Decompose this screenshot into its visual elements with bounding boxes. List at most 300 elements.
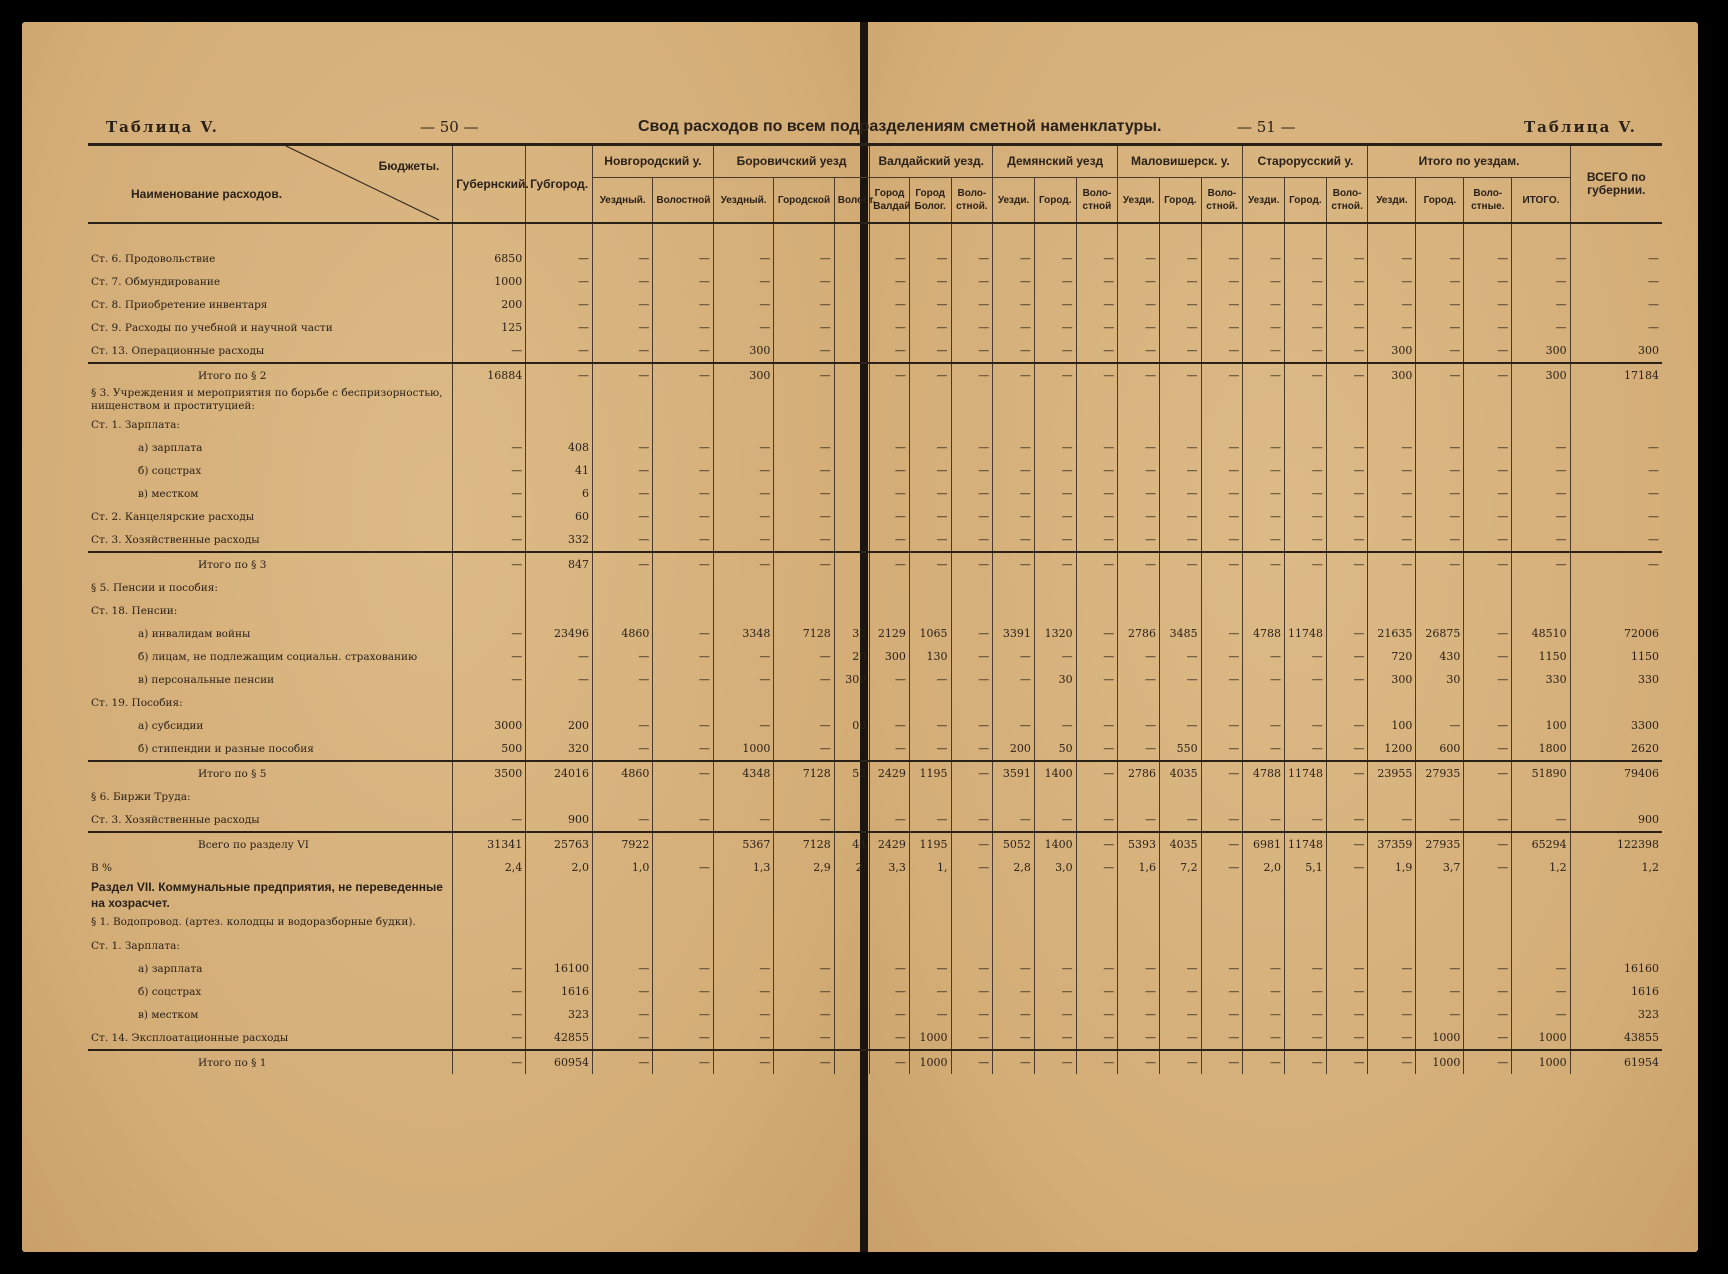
cell-value: — [653, 339, 713, 363]
cell-value: — [1118, 270, 1160, 293]
subcol-3: Городской [774, 178, 834, 223]
cell-value: — [1285, 1026, 1327, 1050]
cell-value: — [1201, 505, 1243, 528]
cell-value: — [1416, 552, 1464, 576]
cell-value: — [1243, 980, 1285, 1003]
table-row [88, 223, 1662, 247]
cell-value: — [713, 957, 773, 980]
cell-value: — [774, 714, 834, 737]
cell-value [1368, 785, 1416, 808]
cell-value: — [870, 528, 910, 552]
cell-value: — [1159, 247, 1201, 270]
cell-value: — [1076, 459, 1118, 482]
cell-value [1464, 691, 1512, 714]
cell-value [453, 387, 526, 413]
cell-value [1243, 413, 1285, 436]
cell-value: — [526, 270, 593, 293]
row-name: б) соцстрах [138, 464, 202, 477]
cell-value: 4035 [1159, 832, 1201, 856]
cell-value [1570, 934, 1662, 957]
cell-value: 200 [993, 737, 1035, 761]
cell-value: — [1243, 645, 1285, 668]
cell-value: — [1285, 339, 1327, 363]
cell-value [1201, 691, 1243, 714]
cell-value: 300 [713, 339, 773, 363]
cell-value: 1150 [1570, 645, 1662, 668]
cell-value: — [1285, 270, 1327, 293]
cell-value: — [526, 293, 593, 316]
subcol-10: Воло-стной [1076, 178, 1118, 223]
cell-value [1416, 576, 1464, 599]
cell-value: — [1118, 505, 1160, 528]
cell-value [1368, 599, 1416, 622]
cell-value [1570, 879, 1662, 911]
cell-value: — [1159, 1050, 1201, 1074]
cell-value [526, 599, 593, 622]
cell-value: 1000 [1416, 1026, 1464, 1050]
cell-value [1118, 599, 1160, 622]
cell-value: — [453, 436, 526, 459]
cell-value: — [774, 808, 834, 832]
cell-value: — [1201, 668, 1243, 691]
cell-value [834, 879, 869, 911]
cell-value [1570, 911, 1662, 934]
cell-value [713, 387, 773, 413]
cell-value: — [1201, 363, 1243, 387]
cell-value: — [1076, 316, 1118, 339]
cell-value: — [774, 668, 834, 691]
cell-value: — [774, 957, 834, 980]
cell-value: — [951, 505, 993, 528]
cell-value: — [1326, 482, 1368, 505]
cell-value: — [1464, 436, 1512, 459]
subcol-7: Воло-стной. [951, 178, 993, 223]
cell-value [1512, 879, 1570, 911]
cell-value [453, 879, 526, 911]
cell-value [993, 691, 1035, 714]
cell-value: 3000 [453, 714, 526, 737]
cell-value [1326, 879, 1368, 911]
cell-value: — [993, 247, 1035, 270]
subcol-0: Уездный. [592, 178, 652, 223]
cell-value: 1000 [453, 270, 526, 293]
cell-value [870, 934, 910, 957]
cell-value: — [592, 808, 652, 832]
cell-value: — [713, 552, 773, 576]
cell-value: — [1243, 482, 1285, 505]
row-name: Раздел VII. Коммунальные предприятия, не переведенные на хозрасчет. [91, 880, 443, 910]
cell-value: — [1285, 1050, 1327, 1074]
cell-value: — [1243, 436, 1285, 459]
cell-value: — [909, 528, 951, 552]
cell-value: — [1159, 363, 1201, 387]
cell-value: — [1034, 293, 1076, 316]
cell-value: — [1034, 270, 1076, 293]
cell-value [653, 691, 713, 714]
cell-value [1368, 576, 1416, 599]
cell-value [1416, 413, 1464, 436]
row-name: § 3. Учреждения и мероприятия по борьбе с беспризорностью, нищенством и проституцией: [91, 387, 443, 412]
cell-value [1368, 879, 1416, 911]
cell-value [1464, 911, 1512, 934]
cell-value: — [1570, 482, 1662, 505]
cell-value [592, 691, 652, 714]
cell-value [834, 576, 869, 599]
cell-value [1464, 576, 1512, 599]
cell-value: — [870, 247, 910, 270]
cell-value: — [1034, 645, 1076, 668]
cell-value: — [774, 552, 834, 576]
cell-value: — [1326, 1050, 1368, 1074]
cell-value [834, 785, 869, 808]
name-column-label: Наименование расходов. [131, 187, 283, 201]
cell-value [526, 413, 593, 436]
cell-value: — [592, 316, 652, 339]
cell-value [1416, 879, 1464, 911]
cell-value: 16884 [453, 363, 526, 387]
cell-value [1285, 934, 1327, 957]
cell-value: 6850 [453, 247, 526, 270]
cell-value [653, 832, 713, 856]
cell-value: — [1118, 1003, 1160, 1026]
cell-value: 17184 [1570, 363, 1662, 387]
cell-value: — [993, 528, 1035, 552]
cell-value [993, 413, 1035, 436]
col-gub: Губернский. [453, 145, 526, 224]
cell-value [1326, 785, 1368, 808]
cell-value: — [1076, 957, 1118, 980]
cell-value [834, 247, 869, 270]
cell-value: — [1159, 293, 1201, 316]
cell-value: — [951, 363, 993, 387]
cell-value: — [1201, 459, 1243, 482]
cell-value: — [1416, 980, 1464, 1003]
cell-value: — [1159, 316, 1201, 339]
cell-value [1118, 911, 1160, 934]
cell-value: — [1118, 1050, 1160, 1074]
cell-value [834, 691, 869, 714]
table-row [88, 934, 1662, 957]
cell-value [834, 339, 869, 363]
budgets-label: Бюджеты. [378, 159, 440, 173]
cell-value: 1320 [1034, 622, 1076, 645]
table-row [88, 339, 1662, 363]
cell-value [1201, 785, 1243, 808]
cell-value: — [1118, 528, 1160, 552]
cell-value: — [653, 482, 713, 505]
cell-value: — [526, 668, 593, 691]
cell-value: — [1416, 247, 1464, 270]
cell-value: — [1076, 339, 1118, 363]
cell-value [834, 528, 869, 552]
cell-value [951, 387, 993, 413]
cell-value: — [993, 980, 1035, 1003]
cell-value: 1800 [1512, 737, 1570, 761]
cell-value [1570, 387, 1662, 413]
cell-value: 2129 [870, 622, 910, 645]
group-novgorod: Новгородский у. [592, 145, 713, 178]
cell-value: — [1076, 808, 1118, 832]
cell-value: — [1118, 957, 1160, 980]
cell-value: — [951, 482, 993, 505]
cell-value: — [592, 1050, 652, 1074]
cell-value [1076, 576, 1118, 599]
cell-value [1201, 599, 1243, 622]
cell-value: — [870, 459, 910, 482]
cell-value [1464, 387, 1512, 413]
table-row [88, 737, 1662, 761]
cell-value: 1400 [1034, 761, 1076, 785]
cell-value: — [1201, 293, 1243, 316]
cell-value: 21635 [1368, 622, 1416, 645]
cell-value: — [653, 552, 713, 576]
cell-value: — [1326, 316, 1368, 339]
cell-value [1243, 576, 1285, 599]
table-row [88, 270, 1662, 293]
table-row [88, 436, 1662, 459]
cell-value: — [653, 668, 713, 691]
cell-value: — [1285, 459, 1327, 482]
group-demyansk: Демянский уезд [993, 145, 1118, 178]
cell-value: — [1285, 316, 1327, 339]
cell-value: 1,0 [592, 856, 652, 879]
cell-value: — [1201, 714, 1243, 737]
cell-value [993, 911, 1035, 934]
cell-value: — [1326, 737, 1368, 761]
cell-value: — [453, 1050, 526, 1074]
cell-value: — [1368, 980, 1416, 1003]
cell-value: 7,2 [1159, 856, 1201, 879]
cell-value: — [1512, 505, 1570, 528]
group-total-uezd: Итого по уездам. [1368, 145, 1570, 178]
cell-value [774, 599, 834, 622]
cell-value [774, 413, 834, 436]
cell-value: 300 [1368, 668, 1416, 691]
cell-value [592, 785, 652, 808]
subcol-1: Волостной [653, 178, 713, 223]
cell-value: — [453, 459, 526, 482]
cell-value: — [1326, 339, 1368, 363]
cell-value [834, 1026, 869, 1050]
cell-value [1034, 785, 1076, 808]
subcol-15: Город. [1285, 178, 1327, 223]
cell-value: — [592, 247, 652, 270]
cell-value: — [1512, 1003, 1570, 1026]
cell-value: — [993, 482, 1035, 505]
cell-value [870, 911, 910, 934]
cell-value: — [1368, 957, 1416, 980]
cell-value: 60 [526, 505, 593, 528]
cell-value: — [1570, 270, 1662, 293]
cell-value: 50 [1034, 737, 1076, 761]
cell-value: 7128 [774, 832, 834, 856]
cell-value: — [453, 1026, 526, 1050]
cell-value [834, 980, 869, 1003]
cell-value: — [713, 1003, 773, 1026]
cell-value [834, 957, 869, 980]
cell-value: — [951, 316, 993, 339]
left-page-number: — 50 — [420, 118, 479, 136]
cell-value: — [993, 668, 1035, 691]
row-name: а) зарплата [138, 441, 203, 454]
cell-value: — [909, 293, 951, 316]
cell-value: — [1416, 363, 1464, 387]
cell-value: — [1201, 339, 1243, 363]
cell-value: — [1076, 761, 1118, 785]
cell-value: — [1034, 1026, 1076, 1050]
cell-value: — [713, 505, 773, 528]
cell-value: — [653, 363, 713, 387]
row-name: а) зарплата [138, 962, 203, 975]
cell-value: — [909, 714, 951, 737]
cell-value [1076, 599, 1118, 622]
cell-value: 1,3 [713, 856, 773, 879]
cell-value: 2786 [1118, 761, 1160, 785]
cell-value: — [1285, 980, 1327, 1003]
cell-value [1118, 879, 1160, 911]
cell-value [713, 599, 773, 622]
cell-value: — [1416, 957, 1464, 980]
cell-value [1512, 691, 1570, 714]
table-row [88, 785, 1662, 808]
cell-value [1118, 576, 1160, 599]
cell-value: — [1118, 482, 1160, 505]
right-page-number: — 51 — [1237, 118, 1296, 136]
cell-value: — [1368, 482, 1416, 505]
cell-value: — [870, 339, 910, 363]
cell-value: — [993, 459, 1035, 482]
cell-value: — [1326, 1003, 1368, 1026]
cell-value: — [1464, 714, 1512, 737]
table-row [88, 387, 1662, 413]
cell-value: — [1034, 459, 1076, 482]
cell-value: — [1285, 737, 1327, 761]
cell-value: — [1034, 528, 1076, 552]
subcol-17: Уезди. [1368, 178, 1416, 223]
cell-value [526, 911, 593, 934]
cell-value: — [1464, 363, 1512, 387]
cell-value: — [1034, 808, 1076, 832]
cell-value: — [1243, 552, 1285, 576]
subcol-11: Уезди. [1118, 178, 1160, 223]
subcol-19: Воло-стные. [1464, 178, 1512, 223]
cell-value: — [1201, 316, 1243, 339]
cell-value [834, 599, 869, 622]
cell-value [526, 934, 593, 957]
cell-value: 200 [453, 293, 526, 316]
cell-value: — [1201, 980, 1243, 1003]
page-title: Свод расходов по всем подразделениям сметной наменклатуры. [638, 118, 1162, 135]
cell-value [1243, 387, 1285, 413]
cell-value: 847 [526, 552, 593, 576]
cell-value: — [1034, 363, 1076, 387]
cell-value [993, 934, 1035, 957]
cell-value: 2786 [1118, 622, 1160, 645]
cell-value: — [1368, 1026, 1416, 1050]
cell-value: — [870, 482, 910, 505]
cell-value: — [653, 1050, 713, 1074]
cell-value [1416, 691, 1464, 714]
cell-value [1076, 387, 1118, 413]
cell-value: — [1464, 622, 1512, 645]
cell-value [526, 691, 593, 714]
cell-value: 550 [1159, 737, 1201, 761]
cell-value: — [1464, 270, 1512, 293]
cell-value: — [1243, 339, 1285, 363]
table-row [88, 911, 1662, 934]
cell-value [1416, 934, 1464, 957]
table-row [88, 316, 1662, 339]
cell-value: — [1243, 957, 1285, 980]
cell-value: — [951, 856, 993, 879]
cell-value: 1000 [1416, 1050, 1464, 1074]
cell-value: — [951, 832, 993, 856]
cell-value: — [1416, 339, 1464, 363]
cell-value: — [951, 1050, 993, 1074]
row-name: Ст. 14. Эксплоатационные расходы [91, 1031, 289, 1044]
cell-value: 2,0 [526, 856, 593, 879]
cell-value: — [993, 957, 1035, 980]
cell-value: — [1118, 808, 1160, 832]
cell-value: — [1285, 552, 1327, 576]
cell-value: — [951, 980, 993, 1003]
cell-value: — [909, 482, 951, 505]
cell-value: 5393 [1118, 832, 1160, 856]
cell-value [1159, 934, 1201, 957]
cell-value: 3,3 [870, 856, 910, 879]
cell-value: — [1285, 1003, 1327, 1026]
cell-value: — [909, 505, 951, 528]
cell-value: 1065 [909, 622, 951, 645]
cell-value [1416, 911, 1464, 934]
cell-value: — [774, 270, 834, 293]
cell-value: 51890 [1512, 761, 1570, 785]
cell-value [1159, 879, 1201, 911]
row-name: Ст. 9. Расходы по учебной и научной части [91, 321, 333, 334]
cell-value: — [1464, 645, 1512, 668]
cell-value: — [1368, 247, 1416, 270]
table-row [88, 482, 1662, 505]
cell-value: 20 [834, 645, 869, 668]
cell-value: — [1201, 528, 1243, 552]
cell-value [870, 387, 910, 413]
cell-value: — [592, 293, 652, 316]
cell-value [1201, 576, 1243, 599]
cell-value: — [526, 645, 593, 668]
cell-value: — [1034, 980, 1076, 1003]
cell-value: — [1285, 363, 1327, 387]
cell-value [1034, 387, 1076, 413]
cell-value: — [1285, 957, 1327, 980]
cell-value [1159, 576, 1201, 599]
cell-value: — [1368, 808, 1416, 832]
subcol-9: Город. [1034, 178, 1076, 223]
cell-value: 408 [526, 436, 593, 459]
cell-value: — [1464, 808, 1512, 832]
cell-value: — [1076, 668, 1118, 691]
cell-value: 7922 [592, 832, 652, 856]
cell-value: 330 [1570, 668, 1662, 691]
group-borovichi: Боровичский уезд [713, 145, 869, 178]
cell-value: 65294 [1512, 832, 1570, 856]
cell-value: 79406 [1570, 761, 1662, 785]
cell-value: — [1118, 737, 1160, 761]
cell-value [526, 879, 593, 911]
cell-value [1159, 911, 1201, 934]
cell-value: 23496 [526, 622, 593, 645]
cell-value: — [1512, 459, 1570, 482]
cell-value [834, 1003, 869, 1026]
